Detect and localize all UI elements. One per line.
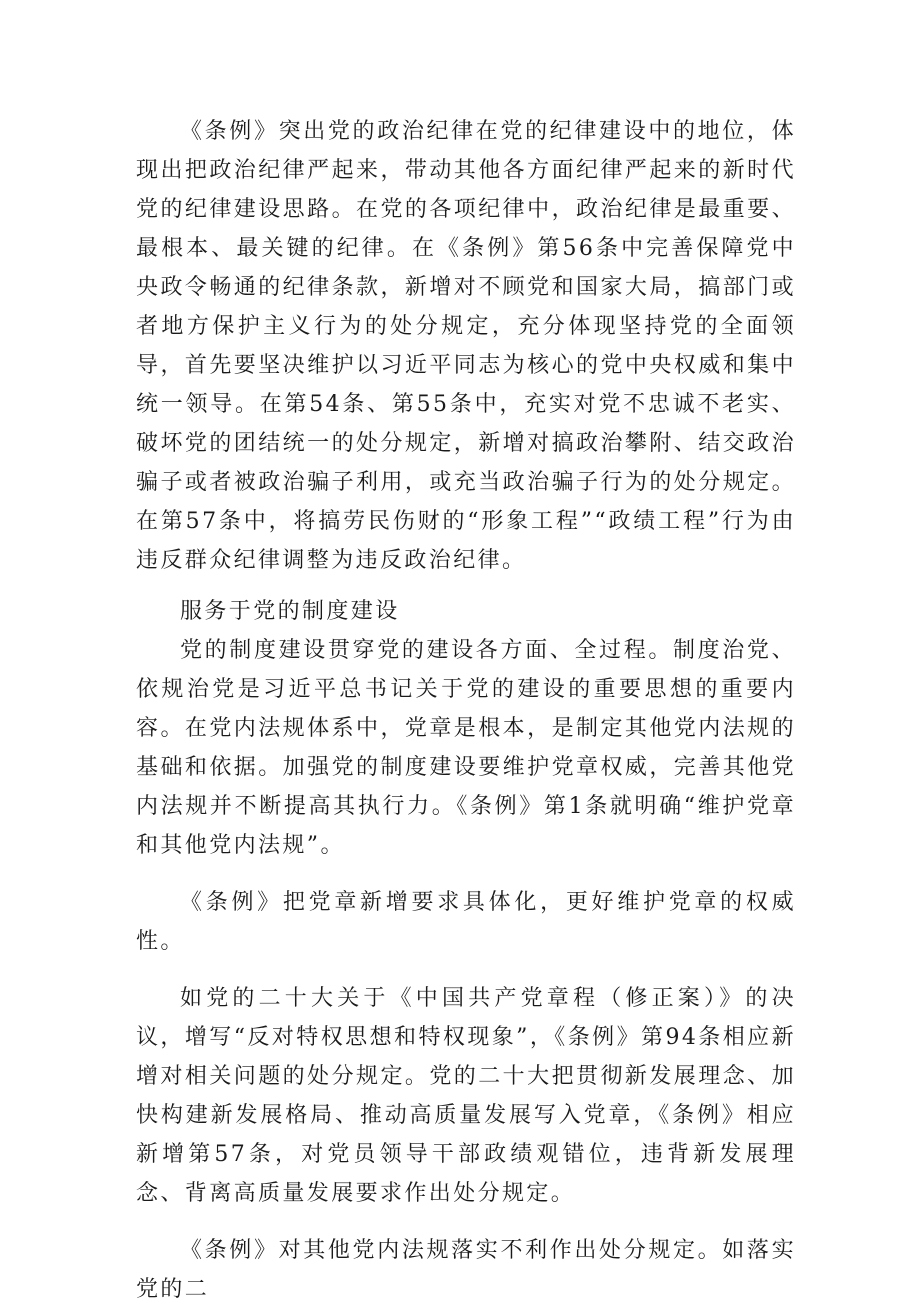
paragraph-political-discipline: 《条例》突出党的政治纪律在党的纪律建设中的地位，体现出把政治纪律严起来，带动其他各方面纪律严起来的新时代党的纪律建设思路。在党的各项纪律中，政治纪律是最重要、最根本、最关键的纪律。在《条例》第56条中完善保障党中央政令畅通的纪律条款，新增对不顾党和国家大局，搞部门或者地方保护主义行为的处分规定，充分体现坚持党的全面领导，首先要坚决维护以习近平同志为核心的党中央权威和集中统一领导。在第54条、第55条中，充实对党不忠诚不老实、破坏党的团结统一的处分规定，新增对搞政治攀附、结交政治骗子或者被政治骗子利用，或充当政治骗子行为的处分规定。在第57条中，将搞劳民伤财的“形象工程”“政绩工程”行为由违反群众纪律调整为违反政治纪律。 (136, 119, 796, 573)
section-heading-institution-building: 服务于党的制度建设 (180, 599, 400, 624)
paragraph-other-regulations: 《条例》对其他党内法规落实不利作出处分规定。如落实党的二 (136, 1238, 796, 1302)
document-body (136, 112, 796, 1309)
paragraph-twentieth-congress: 如党的二十大关于《中国共产党章程（修正案）》的决议，增写“反对特权思想和特权现象”，《条例》第94条相应新增对相关问题的处分规定。党的二十大把贯彻新发展理念、加快构建新发展格局、推动高质量发展写入党章，《条例》相应新增第57条，对党员领导干部政绩观错位，违背新发展理念、背离高质量发展要求作出处分规定。 (136, 986, 796, 1206)
paragraph-institution-building: 党的制度建设贯穿党的建设各方面、全过程。制度治党、依规治党是习近平总书记关于党的建设的重要思想的重要内容。在党内法规体系中，党章是根本，是制定其他党内法规的基础和依据。加强党的制度建设要维护党章权威，完善其他党内法规并不断提高其执行力。《条例》第1条就明确“维护党章和其他党内法规”。 (136, 638, 796, 858)
paragraph-party-constitution-requirements: 《条例》把党章新增要求具体化，更好维护党章的权威性。 (136, 890, 796, 954)
